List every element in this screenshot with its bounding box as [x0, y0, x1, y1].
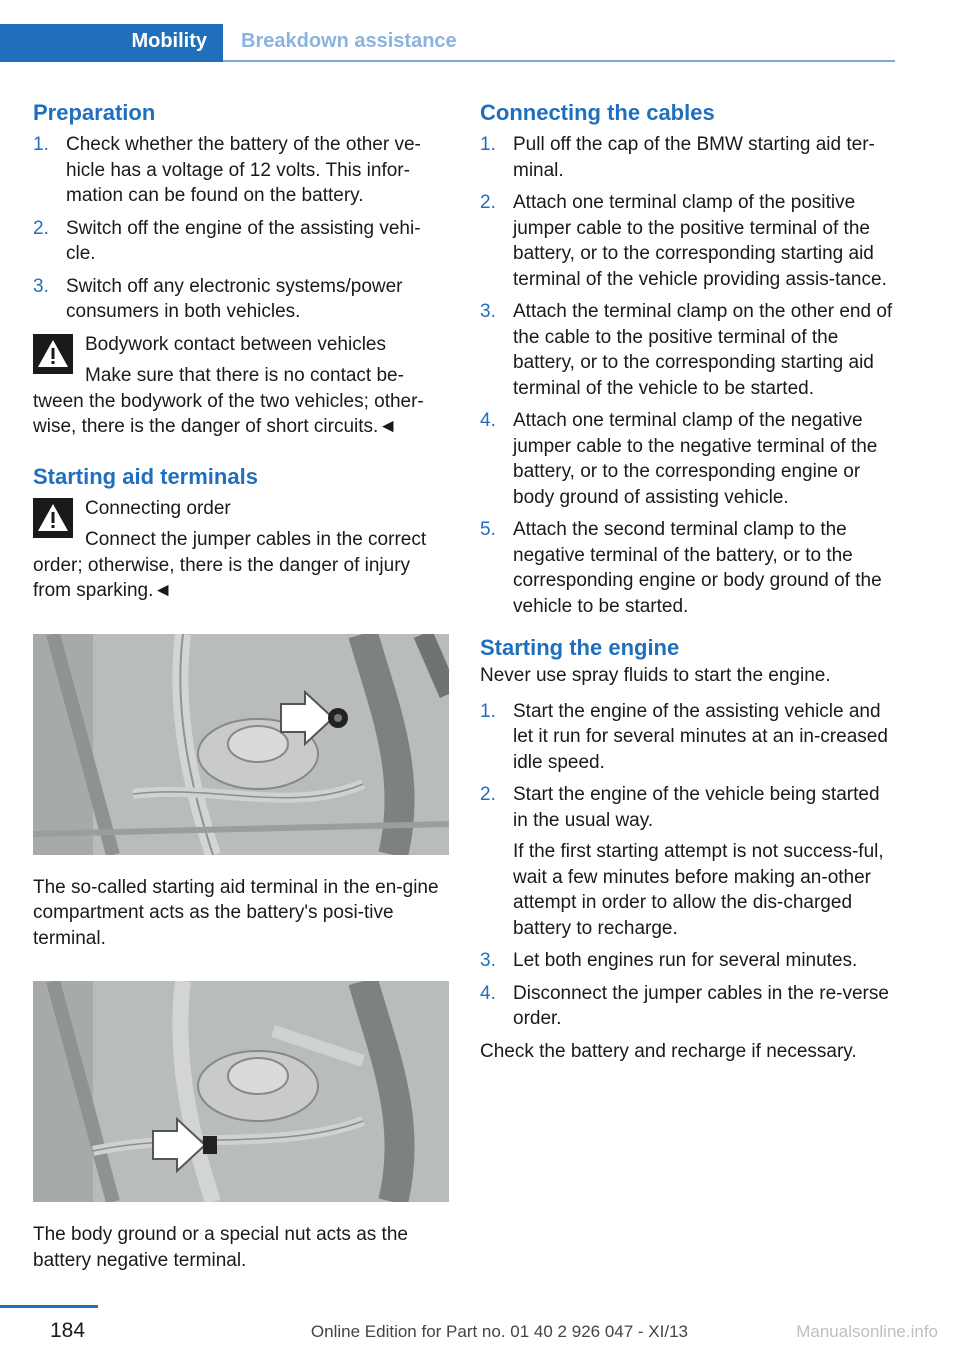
step-text: Start the engine of the assisting vehicle and let it run for several minutes at an in-creased idle speed. [513, 700, 888, 773]
step-number: 3. [33, 275, 49, 297]
step-text: Switch off the engine of the assisting vehi-cle. [66, 217, 421, 264]
step-text: Start the engine of the vehicle being started in the usual way. [513, 784, 880, 831]
tab-breakdown-assistance[interactable]: Breakdown assistance [241, 30, 457, 52]
engine-steps [480, 699, 898, 1032]
edition-text: Online Edition for Part no. 01 40 2 926 047 - XI/13 [310, 1322, 688, 1341]
step-text: Let both engines run for several minutes. [513, 950, 858, 971]
page-number: 184 [50, 1319, 86, 1342]
warning-triangle-icon [33, 334, 73, 374]
step-number: 2. [480, 784, 496, 805]
step-text: Disconnect the jumper cables in the re-verse order. [513, 982, 889, 1029]
warning-connecting-order [33, 496, 449, 604]
warning-bodywork [33, 332, 449, 440]
step-number: 4. [480, 410, 496, 431]
left-column [33, 98, 449, 1279]
list-item [480, 699, 898, 776]
connecting-steps [480, 132, 898, 619]
terminals-heading: Starting aid terminals [33, 463, 258, 489]
step-number: 1. [33, 134, 49, 155]
step-text: Attach one terminal clamp of the positive jumper cable to the positive terminal of the battery, or to the corresponding starting aid terminal of the vehicle providing assis-tance. [513, 192, 887, 290]
right-column [480, 98, 898, 1070]
list-item [33, 274, 449, 325]
step-text: Attach one terminal clamp of the negative jumper cable to the negative terminal of the battery, or to the corresponding engine or body ground of assisting vehicle. [513, 410, 878, 508]
step-number: 2. [33, 217, 49, 239]
list-item [480, 782, 898, 941]
warning-title: Connecting order [85, 497, 231, 519]
connecting-heading: Connecting the cables [480, 100, 715, 125]
list-item [480, 132, 898, 183]
list-item [480, 948, 898, 974]
step-number: 3. [480, 950, 496, 971]
watermark: Manualsonline.info [796, 1322, 938, 1341]
tab-underline [223, 60, 895, 62]
header-tabbar [0, 0, 960, 62]
warning-text: Connect the jumper cables in the correct order; otherwise, there is the danger of injury from sparking.◄ [33, 529, 427, 601]
list-item [33, 132, 449, 209]
step-text: Switch off any electronic systems/power consumers in both vehicles. [66, 275, 403, 322]
tab-mobility[interactable]: Mobility [0, 24, 223, 62]
preparation-heading: Preparation [33, 100, 156, 125]
step-text: Pull off the cap of the BMW starting aid ter-minal. [513, 134, 875, 181]
caption-positive-terminal: The so-called starting aid terminal in the en-gine compartment acts as the battery's posi-tive terminal. [33, 876, 439, 949]
warning-title: Bodywork contact between vehicles [85, 333, 386, 355]
list-item [480, 408, 898, 510]
list-item [480, 299, 898, 401]
warning-triangle-icon [33, 498, 73, 538]
step-text: Check whether the battery of the other ve-hicle has a voltage of 12 volts. This infor-mation can be found on the battery. [66, 134, 421, 206]
step-number: 3. [480, 301, 496, 322]
warning-text: Make sure that there is no contact be-tween the bodywork of the two vehicles; other-wise, there is the danger of short circuits.◄ [33, 365, 424, 437]
list-item [33, 216, 449, 267]
step-number: 2. [480, 192, 496, 213]
footer-accent-line [0, 1305, 98, 1308]
step-text: Attach the terminal clamp on the other end of the cable to the positive terminal of the battery, or to the corresponding starting aid terminal of the vehicle to be started. [513, 301, 893, 399]
engine-heading: Starting the engine [480, 635, 680, 660]
preparation-steps [33, 132, 449, 325]
step-number: 5. [480, 519, 496, 540]
step-number: 1. [480, 134, 496, 155]
step-number: 4. [480, 982, 496, 1004]
list-item [480, 190, 898, 292]
step-number: 1. [480, 700, 496, 722]
engine-compartment-photo-ground [33, 981, 449, 1202]
engine-outro: Check the battery and recharge if necessary. [480, 1040, 857, 1062]
engine-compartment-photo-positive [33, 634, 449, 855]
engine-intro: Never use spray fluids to start the engine. [480, 665, 831, 686]
list-item [480, 517, 898, 619]
list-item [480, 981, 898, 1032]
step-text: Attach the second terminal clamp to the negative terminal of the battery, or to the corresponding engine or body ground of the vehicle to be started. [513, 519, 882, 617]
caption-ground-terminal: The body ground or a special nut acts as the battery negative terminal. [33, 1224, 408, 1271]
step-subtext: If the first starting attempt is not success-ful, wait a few minutes before making an-other attempt in order to allow the dis-charged battery to recharge. [513, 841, 884, 939]
